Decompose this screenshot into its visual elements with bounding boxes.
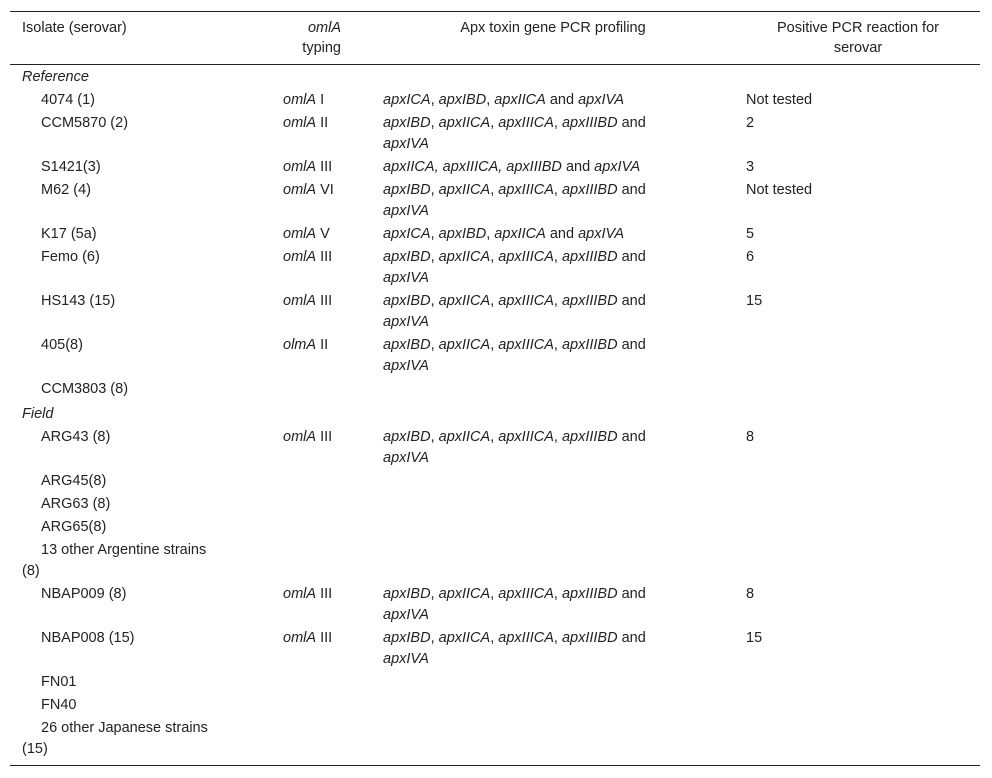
header-positive-pcr [738, 18, 978, 58]
apx-separator: , [486, 226, 495, 242]
apx-profile-cell [383, 180, 683, 222]
apx-gene: apxIIIBD [561, 429, 618, 445]
positive-serovar-cell: Not tested [746, 92, 813, 108]
apx-separator: , [490, 293, 499, 309]
apx-gene: apxIBD [438, 92, 487, 108]
omla-gene: omlA [283, 429, 317, 445]
omla-typing-cell [283, 90, 373, 111]
apx-separator: , [430, 586, 439, 602]
omla-typing-cell [283, 427, 373, 448]
apx-gene: apxIICA, apxIIICA, apxIIIBD [383, 159, 562, 175]
apx-separator: , [553, 182, 562, 198]
table-bottom-rule [10, 765, 980, 766]
apx-profile-cell [383, 224, 683, 245]
apx-gene: apxIIICA [498, 249, 554, 265]
omla-typing-cell [283, 584, 373, 605]
omla-typing-cell [283, 247, 373, 268]
apx-gene: apxIVA [383, 358, 429, 374]
omla-gene: omlA [283, 226, 317, 242]
apx-separator: , [430, 115, 439, 131]
omla-type: II [320, 115, 329, 131]
omla-type: II [320, 337, 329, 353]
apx-separator: , [430, 92, 439, 108]
omla-typing-cell [283, 335, 373, 356]
apx-gene: apxIBD [438, 226, 487, 242]
apx-separator: , [490, 630, 499, 646]
isolate-cell [41, 471, 241, 492]
isolate-name: 405(8) [41, 337, 83, 353]
section-label-reference: Reference [22, 69, 89, 85]
apx-profile-cell [383, 247, 683, 289]
isolate-cell [41, 157, 241, 178]
apx-gene: apxIBD [383, 630, 431, 646]
apx-profile-cell [383, 628, 683, 670]
apx-separator: and [617, 337, 646, 353]
positive-serovar-cell: 8 [746, 586, 755, 602]
apx-separator: , [490, 182, 499, 198]
isolate-name: 13 other Argentine strains [41, 542, 207, 558]
apx-gene: apxIICA [438, 337, 491, 353]
apx-gene: apxIBD [383, 429, 431, 445]
apx-profile-cell [383, 427, 683, 469]
apx-separator: , [490, 586, 499, 602]
isolate-name: M62 (4) [41, 182, 91, 198]
isolate-name-continued: (8) [22, 563, 40, 579]
apx-separator: , [490, 429, 499, 445]
isolate-cell [41, 224, 241, 245]
isolate-cell [41, 427, 241, 448]
isolate-cell [41, 672, 241, 693]
isolate-cell [41, 180, 241, 201]
apx-separator: , [490, 337, 499, 353]
omla-gene: omlA [283, 92, 317, 108]
isolate-cell [41, 113, 241, 134]
omla-type: V [320, 226, 330, 242]
apx-profile-cell [383, 584, 683, 626]
isolate-name: ARG65(8) [41, 519, 107, 535]
apx-profile-cell [383, 291, 683, 333]
isolate-name: ARG45(8) [41, 473, 107, 489]
apx-gene: apxIBD [383, 337, 431, 353]
apx-separator: , [430, 182, 439, 198]
apx-gene: apxIIICA [498, 115, 554, 131]
isolate-cell [22, 718, 241, 760]
header-omla-gene: omlA [307, 20, 341, 36]
apx-separator: , [553, 337, 562, 353]
apx-gene: apxIIICA [498, 182, 554, 198]
positive-serovar-cell: 5 [746, 226, 755, 242]
isolate-cell [41, 90, 241, 111]
apx-gene: apxIICA [438, 182, 491, 198]
positive-serovar-cell: 15 [746, 293, 763, 309]
apx-gene: apxIICA [438, 115, 491, 131]
omla-typing-cell [283, 180, 373, 201]
omla-type: III [320, 429, 333, 445]
isolate-name: FN40 [41, 697, 77, 713]
header-positive-pcr-line2: serovar [833, 40, 883, 56]
omla-type: III [320, 293, 333, 309]
apx-gene: apxIIIBD [561, 337, 618, 353]
isolate-name: NBAP009 (8) [41, 586, 127, 602]
omla-type: I [320, 92, 325, 108]
isolate-name: NBAP008 (15) [41, 630, 135, 646]
omla-gene: omlA [283, 293, 317, 309]
apx-gene: apxIIICA [498, 429, 554, 445]
apx-separator: , [430, 630, 439, 646]
apx-gene: apxIIIBD [561, 586, 618, 602]
apx-gene: apxIICA [438, 249, 491, 265]
isolate-name: Femo (6) [41, 249, 100, 265]
apx-gene: apxIICA [438, 630, 491, 646]
apx-profile-cell [383, 157, 683, 178]
apx-gene: apxIICA [494, 226, 546, 242]
apx-gene: apxICA [383, 92, 431, 108]
apx-separator: and [545, 92, 579, 108]
isolate-name: FN01 [41, 674, 77, 690]
positive-serovar-cell: Not tested [746, 182, 813, 198]
omla-gene: olmA [283, 337, 317, 353]
apx-separator: , [430, 293, 439, 309]
apx-gene: apxIICA [494, 92, 546, 108]
apx-gene: apxIVA [383, 270, 429, 286]
apx-separator: , [490, 249, 499, 265]
positive-serovar-cell: 8 [746, 429, 755, 445]
omla-type: III [320, 586, 333, 602]
omla-gene: omlA [283, 586, 317, 602]
omla-gene: omlA [283, 249, 317, 265]
apx-gene: apxIIIBD [561, 115, 618, 131]
apx-gene: apxIVA [578, 226, 625, 242]
apx-separator: , [430, 249, 439, 265]
isolate-cell [41, 584, 241, 605]
apx-gene: apxIVA [383, 314, 429, 330]
isolate-cell [41, 335, 241, 356]
apx-separator: , [430, 337, 439, 353]
apx-gene: apxIVA [383, 651, 429, 667]
positive-serovar-cell: 6 [746, 249, 755, 265]
apx-separator: , [553, 249, 562, 265]
apx-gene: apxIVA [383, 450, 429, 466]
apx-gene: apxIVA [383, 607, 429, 623]
apx-gene: apxIIICA [498, 337, 554, 353]
apx-gene: apxIIIBD [561, 182, 618, 198]
omla-typing-cell [283, 628, 373, 649]
isolate-name: CCM5870 (2) [41, 115, 129, 131]
apx-gene: apxIBD [383, 249, 431, 265]
header-omla-typing-word: typing [302, 40, 341, 56]
omla-type: III [320, 630, 333, 646]
isolate-name-continued: (15) [22, 741, 48, 757]
omla-typing-cell [283, 291, 373, 312]
apx-gene: apxIICA [438, 293, 491, 309]
apx-gene: apxIVA [594, 159, 641, 175]
isolate-cell [41, 695, 241, 716]
apx-separator: , [490, 115, 499, 131]
header-omla-typing [260, 18, 341, 58]
isolate-name: CCM3803 (8) [41, 381, 129, 397]
apx-gene: apxIBD [383, 293, 431, 309]
omla-type: III [320, 159, 333, 175]
isolate-cell [41, 247, 241, 268]
apx-separator: and [617, 429, 646, 445]
omla-typing-cell [283, 113, 373, 134]
apx-separator: and [617, 630, 646, 646]
apx-separator: and [617, 249, 646, 265]
isolate-name: HS143 (15) [41, 293, 116, 309]
omla-gene: omlA [283, 182, 317, 198]
apx-separator: and [617, 182, 646, 198]
apx-gene: apxIBD [383, 182, 431, 198]
omla-gene: omlA [283, 159, 317, 175]
isolate-cell [41, 517, 241, 538]
isolate-name: 26 other Japanese strains [41, 720, 208, 736]
section-label-field: Field [22, 406, 54, 422]
table-top-rule [10, 11, 980, 12]
apx-separator: and [617, 586, 646, 602]
isolate-name: S1421(3) [41, 159, 101, 175]
isolate-cell [41, 291, 241, 312]
omla-type: III [320, 249, 333, 265]
apx-gene: apxIICA [438, 429, 491, 445]
isolate-cell [41, 628, 241, 649]
apx-profile-cell [383, 90, 683, 111]
positive-serovar-cell: 15 [746, 630, 763, 646]
apx-gene: apxIBD [383, 115, 431, 131]
positive-serovar-cell: 3 [746, 159, 755, 175]
apx-gene: apxIIICA [498, 293, 554, 309]
omla-gene: omlA [283, 630, 317, 646]
omla-typing-cell [283, 157, 373, 178]
apx-separator: and [545, 226, 579, 242]
omla-type: VI [320, 182, 334, 198]
isolate-name: 4074 (1) [41, 92, 96, 108]
apx-separator: , [553, 630, 562, 646]
apx-gene: apxIIIBD [561, 249, 618, 265]
apx-separator: , [553, 429, 562, 445]
header-isolate: Isolate (serovar) [22, 20, 127, 36]
apx-separator: and [617, 293, 646, 309]
omla-typing-cell [283, 224, 373, 245]
isolate-name: K17 (5a) [41, 226, 97, 242]
apx-gene: apxIIICA [498, 630, 554, 646]
apx-separator: , [553, 115, 562, 131]
isolate-cell [41, 379, 241, 400]
apx-gene: apxIIIBD [561, 293, 618, 309]
apx-separator: and [617, 115, 646, 131]
apx-separator: , [430, 429, 439, 445]
apx-separator: , [553, 293, 562, 309]
isolate-name: ARG43 (8) [41, 429, 111, 445]
omla-gene: omlA [283, 115, 317, 131]
apx-separator: , [430, 226, 439, 242]
apx-gene: apxIVA [383, 203, 429, 219]
isolate-name: ARG63 (8) [41, 496, 111, 512]
isolate-cell [41, 494, 241, 515]
apx-gene: apxIIIBD [561, 630, 618, 646]
apx-separator: , [486, 92, 495, 108]
header-rule [10, 64, 980, 65]
apx-gene: apxIVA [578, 92, 625, 108]
apx-gene: apxIIICA [498, 586, 554, 602]
apx-profile-cell [383, 335, 683, 377]
header-positive-pcr-line1: Positive PCR reaction for [777, 20, 939, 36]
apx-separator: , [553, 586, 562, 602]
apx-profile-cell [383, 113, 683, 155]
apx-gene: apxIICA [438, 586, 491, 602]
header-apx-profiling: Apx toxin gene PCR profiling [460, 20, 646, 36]
apx-gene: apxIBD [383, 586, 431, 602]
positive-serovar-cell: 2 [746, 115, 755, 131]
apx-gene: apxIVA [383, 136, 429, 152]
apx-gene: apxICA [383, 226, 431, 242]
isolate-cell [22, 540, 241, 582]
apx-separator: and [561, 159, 595, 175]
